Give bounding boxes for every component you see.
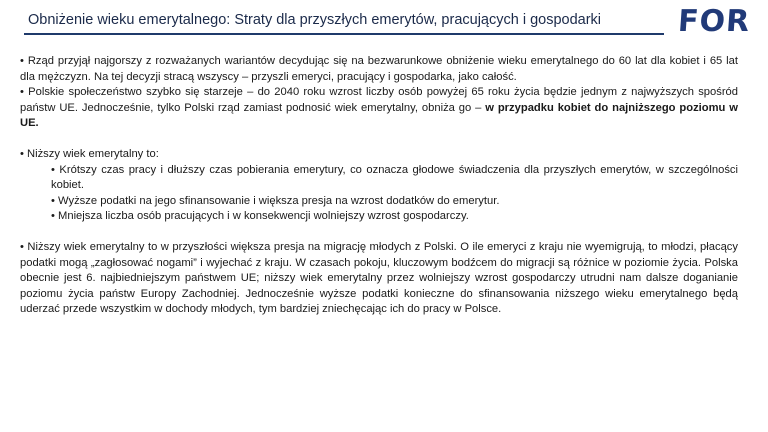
bullet-paragraph-4: • Niższy wiek emerytalny to w przyszłości większa presja na migrację młodych z Polski. O ile emeryci z kraju nie wyemigrują, to młodzi, płacący podatki mogą „zagłosować nogami” i wyjechać z kraju. W czasach pokoju, kluczowym bodźcem do migracji są różnice w poziomie życia. Polska obecnie jest 6. najbiedniejszym państwem UE; niższy wiek emerytalny przez wolniejszy wzrost gospodarczy utrudni nam dalsze doganianie poziomu życia państw Europy Zachodniej. Jednocześnie wyższe podatki konieczne do sfinansowania niższego wieku emerytalnego będą uderzać przede wszystkim w dochody młodych, tym bardziej zniechęcając ich do pracy w Polsce. bbox=[20, 240, 738, 316]
spacer bbox=[20, 225, 738, 240]
sub-bullet-1: • Krótszy czas pracy i dłuższy czas pobierania emerytury, co oznacza głodowe świadczenia dla przyszłych emerytów, w szczególności kobiet. bbox=[51, 163, 738, 192]
bullet-paragraph-1: • Rząd przyjął najgorszy z rozważanych wariantów decydując się na bezwarunkowe obniżenie wieku emerytalnego do 60 lat dla kobiet i 65 lat dla mężczyzn. Na tej decyzji stracą wszyscy – przyszli emeryci, pracujący i gospodarka, jako całość. bbox=[20, 55, 738, 83]
bullet-paragraph-2-text: • Polskie społeczeństwo szybko się starzeje – do 2040 roku wzrost liczby osób powyżej 65 roku życia będzie jednym z najwyższych spośród państw UE. Jednocześnie, tylko Polski rząd zamiast podnosić wiek emerytalny, obniża go – bbox=[20, 86, 738, 114]
title-underline bbox=[24, 33, 664, 35]
bullet-paragraph-2 bbox=[20, 85, 738, 132]
spacer bbox=[20, 132, 738, 147]
bullet-paragraph-2-emphasis: w przypadku kobiet do najniższego poziomu w UE. bbox=[20, 101, 738, 130]
sub-bullet-2: • Wyższe podatki na jego sfinansowanie i większa presja na wzrost dodatków do emerytur. bbox=[51, 194, 500, 207]
for-logo: FOR bbox=[676, 4, 752, 39]
sub-bullet-3: • Mniejsza liczba osób pracujących i w konsekwencji wolniejszy wzrost gospodarczy. bbox=[51, 210, 469, 223]
slide-header bbox=[0, 0, 768, 42]
slide-body bbox=[20, 54, 738, 318]
bullet-paragraph-3: • Niższy wiek emerytalny to: bbox=[20, 147, 159, 160]
slide-title: Obniżenie wieku emerytalnego: Straty dla przyszłych emerytów, pracujących i gospodarki bbox=[28, 12, 602, 28]
